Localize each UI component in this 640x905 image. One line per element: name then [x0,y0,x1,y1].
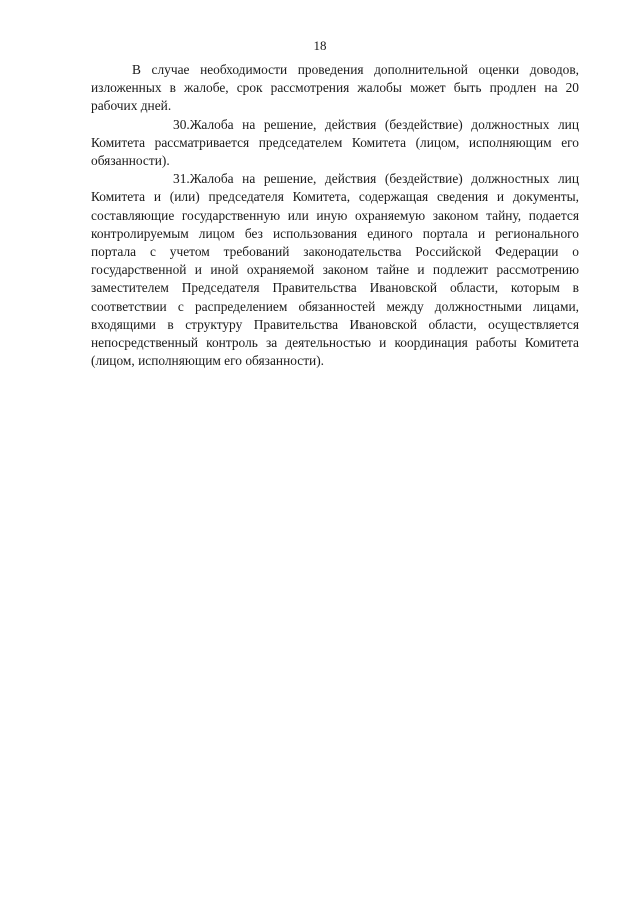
paragraph-number: 31. [173,171,190,187]
paragraph-extension-term [91,61,579,116]
document-body [91,61,579,370]
paragraph-text: Жалоба на решение, действия (бездействие) должностных лиц Комитета рассматривается председателем Комитета (лицом, исполняющим его обязанности). [91,116,579,169]
paragraph-number: 30. [173,116,190,132]
page-number: 18 [313,38,327,53]
paragraph-30 [91,116,579,171]
paragraph-31 [91,170,579,370]
paragraph-text: Жалоба на решение, действия (бездействие) должностных лиц Комитета и (или) председателя Комитета, содержащая сведения и документы, составляющие государственную или иную охраняемую законом тайну, подается контролируемым лицом без использования единого портала и регионального портала с учетом требований законодательства Российской Федерации о государственной и иной охраняемой законом тайне и подлежит рассмотрению заместителем Председателя Правительства Ивановской области, которым в соответствии с распределением обязанностей между должностными лицами, входящими в структуру Правительства Ивановской области, осуществляется непосредственный контроль за деятельностью и координация работы Комитета (лицом, исполняющим его обязанности). [91,171,579,369]
paragraph-text: В случае необходимости проведения дополнительной оценки доводов, изложенных в жалобе, срок рассмотрения жалобы может быть продлен на 20 рабочих дней. [91,62,579,114]
